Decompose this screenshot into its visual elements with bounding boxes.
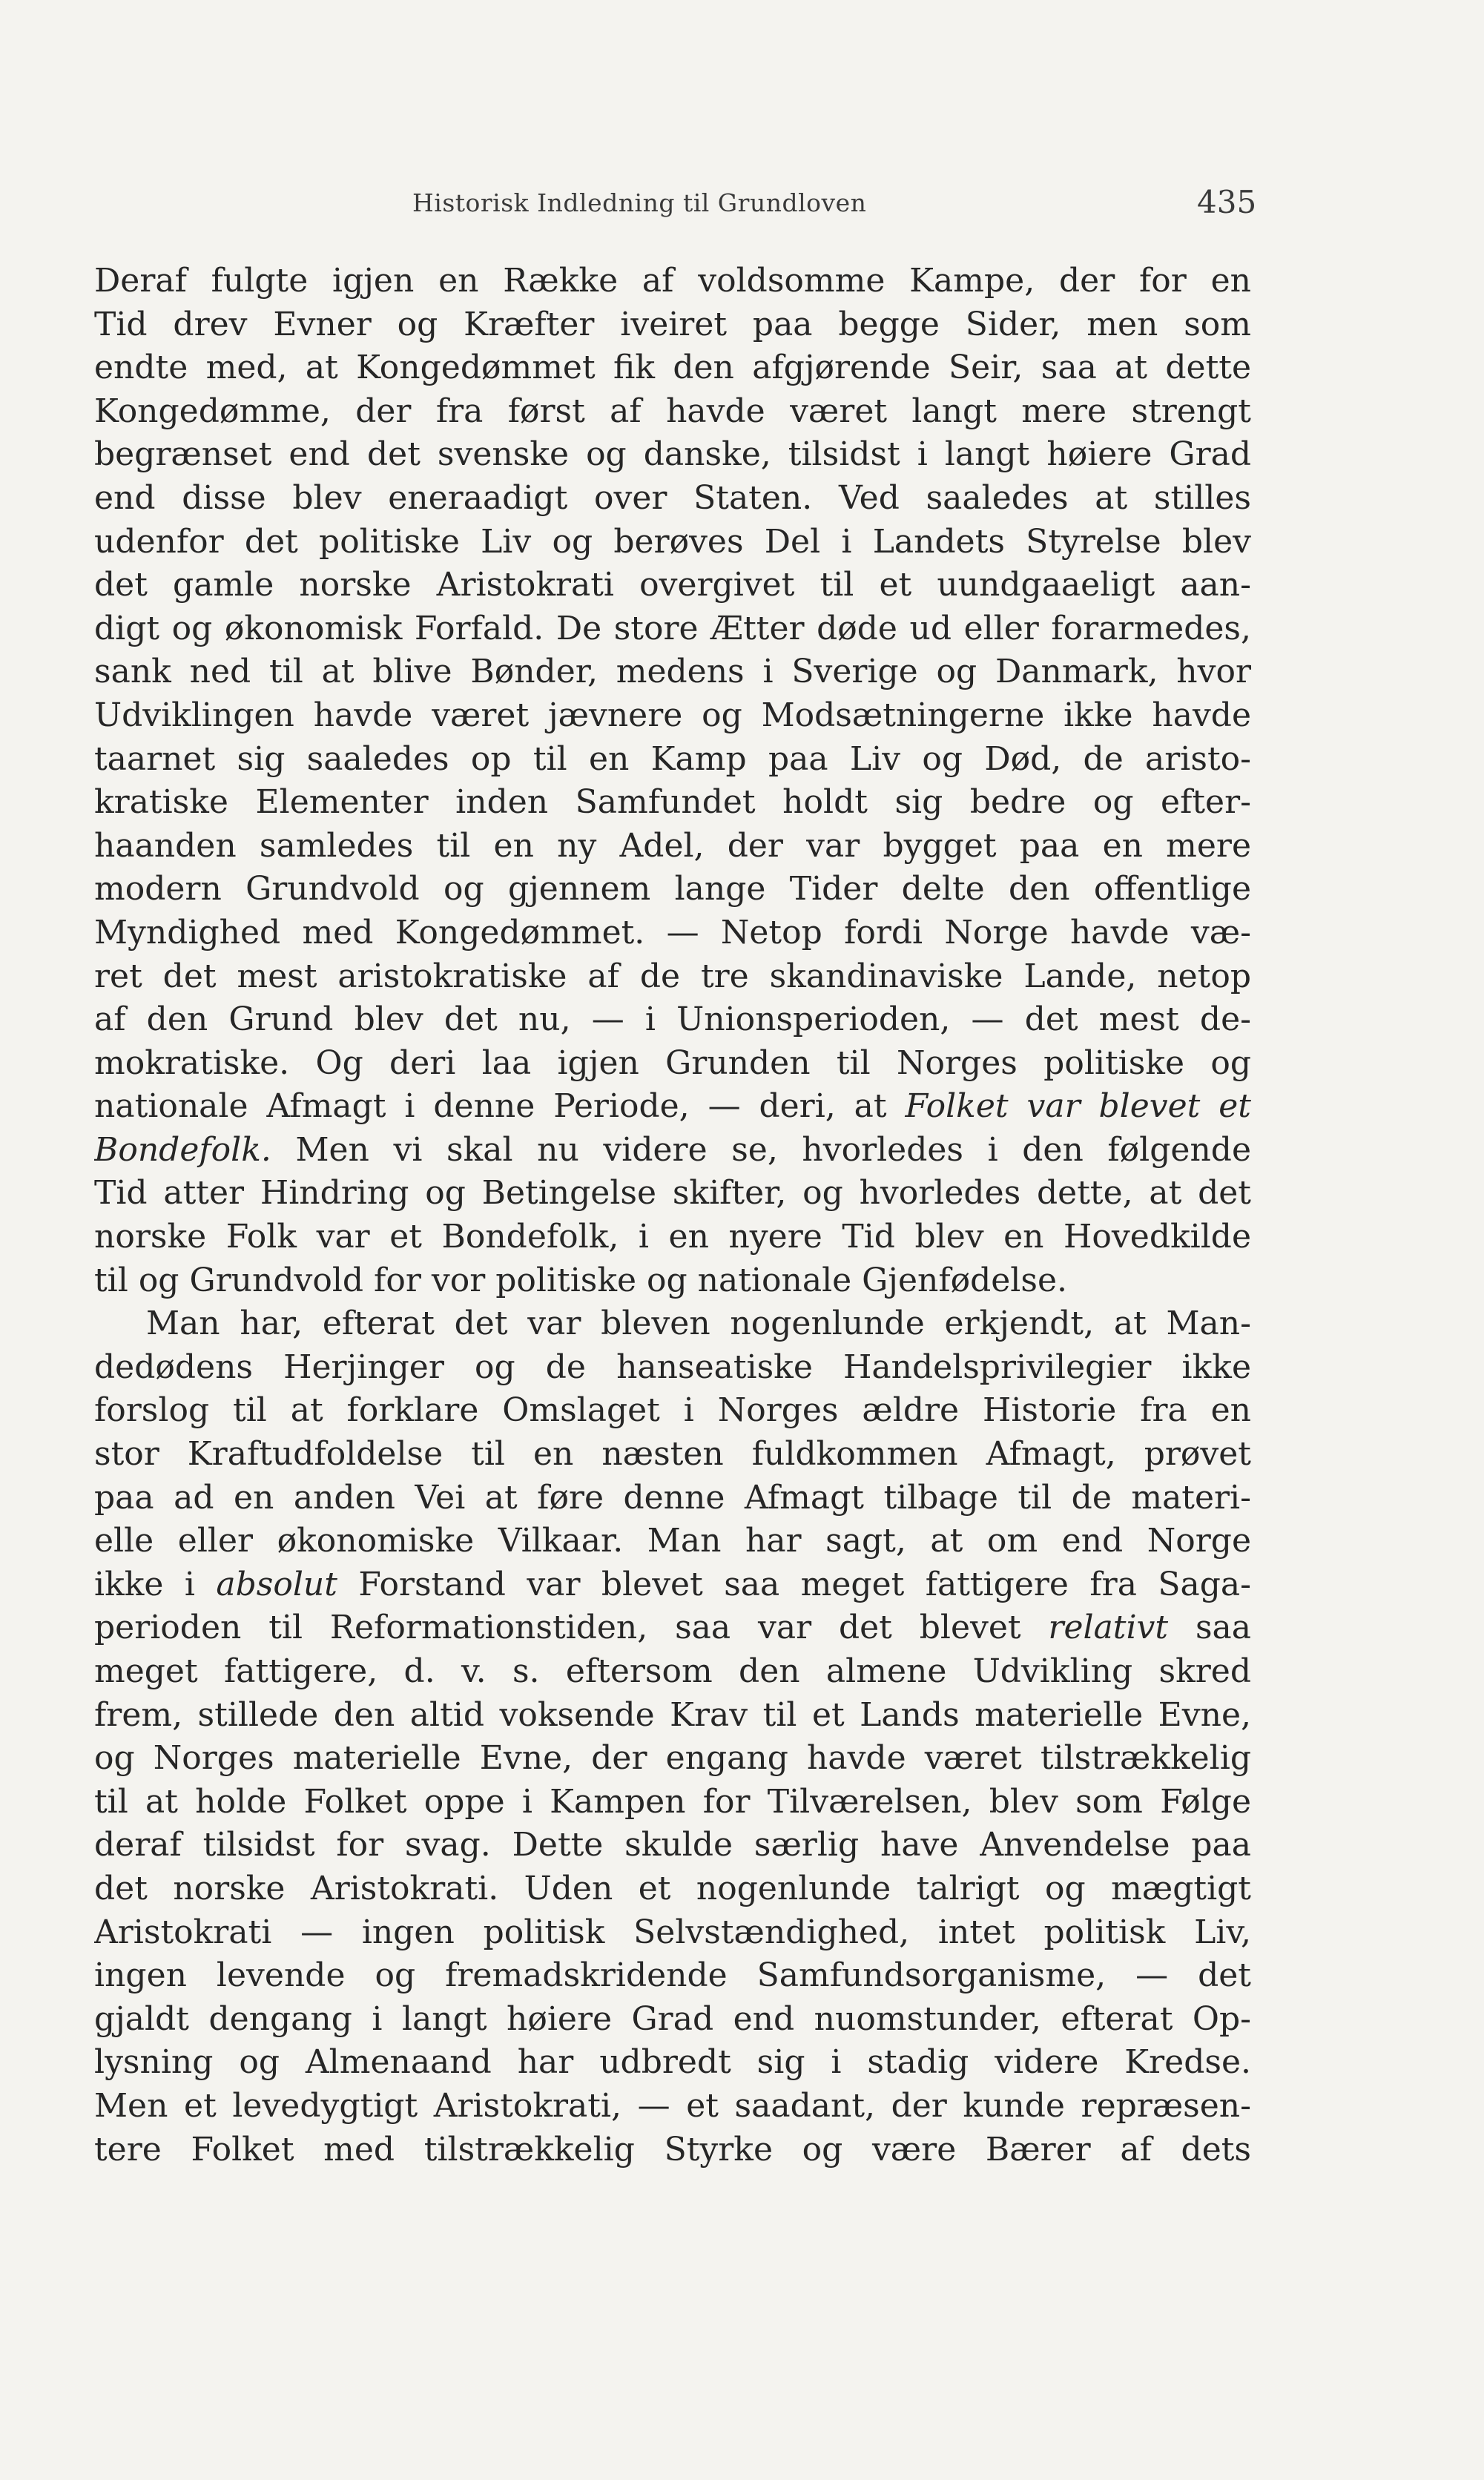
text-run: dedødens Herjinger og de hanseatiske Handelsprivilegier ikke [94,1348,1251,1386]
text-line [94,738,1251,782]
text-line [94,303,1251,347]
text-line [94,998,1251,1042]
text-run: Man har, efterat det var bleven nogenlunde erkjendt, at Man- [146,1305,1251,1343]
text-run: Myndighed med Kongedømmet. — Netop fordi Norge havde væ- [94,913,1251,952]
text-line [94,260,1251,303]
text-run: deraf tilsidst for svag. Dette skulde særlig have Anvendelse paa [94,1826,1251,1864]
text-line [94,2128,1251,2172]
text-run: det gamle norske Aristokrati overgivet til et uundgaaeligt aan- [94,566,1251,604]
text-run: nationale Afmagt i denne Periode, — deri, at [94,1087,906,1126]
text-line [94,1824,1251,1867]
text-run: ret det mest aristokratiske af de tre skandinaviske Lande, netop [94,957,1251,995]
running-title: Historisk Indledning til Grundloven [412,188,867,217]
text-line [94,2085,1251,2128]
text-line [94,1302,1251,1346]
text-run: Forstand var blevet saa meget fattigere fra Saga- [337,1565,1251,1603]
text-line [94,911,1251,955]
text-line [94,477,1251,521]
text-line [94,868,1251,911]
text-run: elle eller økonomiske Vilkaar. Man har sagt, at om end Norge [94,1522,1251,1560]
text-run: lysning og Almenaand har udbredt sig i stadig videre Kredse. [94,2043,1251,2082]
text-line [94,1477,1251,1520]
text-run: taarnet sig saaledes op til en Kamp paa Liv og Død, de aristo- [94,739,1251,778]
text-line [94,781,1251,825]
text-line [94,1259,1251,1303]
text-line [94,650,1251,694]
text-run: haanden samledes til en ny Adel, der var bygget paa en mere [94,826,1251,865]
text-line [94,1867,1251,1911]
text-run: forslog til at forklare Omslaget i Norges ældre Historie fra en [94,1391,1251,1430]
text-line [94,1129,1251,1173]
text-run: saa [1168,1609,1251,1647]
text-line [94,955,1251,999]
text-run: og Norges materielle Evne, der engang havde været tilstrækkelig [94,1739,1251,1778]
italic-text: absolut [216,1565,337,1603]
text-run: Kongedømme, der fra først af havde været langt mere strengt [94,392,1251,430]
text-run: Men et levedygtigt Aristokrati, — et saadant, der kunde repræsen- [94,2086,1251,2125]
text-run: sank ned til at blive Bønder, medens i Sverige og Danmark, hvor [94,653,1251,691]
text-line [94,1650,1251,1694]
text-run: gjaldt dengang i langt høiere Grad end nuomstunder, efterat Op- [94,1999,1251,2038]
text-line [94,1694,1251,1738]
text-run: til og Grundvold for vor politiske og nationale Gjenfødelse. [94,1261,1067,1299]
text-run: meget fattigere, d. v. s. eftersom den almene Udvikling skred [94,1652,1251,1690]
text-line [94,1520,1251,1563]
italic-text: Bondefolk. [94,1130,271,1169]
text-run: udenfor det politiske Liv og berøves Del i Landets Styrelse blev [94,522,1251,561]
text-line [94,694,1251,738]
text-line [94,1346,1251,1390]
text-run: Udviklingen havde været jævnere og Modsætningerne ikke havde [94,696,1251,734]
text-run: mokratiske. Og deri laa igjen Grunden til Norges politiske og [94,1043,1251,1082]
text-line [94,1389,1251,1433]
italic-text: Folket var blevet et [905,1087,1251,1126]
text-run: endte med, at Kongedømmet fik den afgjørende Seir, saa at dette [94,349,1251,387]
text-run: det norske Aristokrati. Uden et nogenlunde talrigt og mægtigt [94,1869,1251,1907]
text-run: tere Folket med tilstrækkelig Styrke og være Bærer af dets [94,2130,1251,2169]
text-run: perioden til Reformationstiden, saa var det blevet [94,1609,1049,1647]
text-run: paa ad en anden Vei at føre denne Afmagt tilbage til de materi- [94,1478,1251,1517]
text-line [94,1954,1251,1998]
text-run: begrænset end det svenske og danske, tilsidst i langt høiere Grad [94,435,1251,474]
text-line [94,1998,1251,2042]
text-line [94,2041,1251,2085]
page-header [412,184,1258,228]
body-text [94,260,1251,2171]
text-run: af den Grund blev det nu, — i Unionsperioden, — det mest de- [94,1000,1251,1039]
text-run: Tid drev Evner og Kræfter iveiret paa begge Sider, men som [94,305,1251,343]
text-line [94,564,1251,607]
text-run: til at holde Folket oppe i Kampen for Tilværelsen, blev som Følge [94,1782,1251,1821]
text-line [94,1606,1251,1650]
text-line [94,1172,1251,1216]
italic-text: relativt [1048,1609,1169,1647]
text-line [94,1911,1251,1955]
text-run: norske Folk var et Bondefolk, i en nyere Tid blev en Hovedkilde [94,1218,1251,1256]
text-line [94,1216,1251,1259]
text-line [94,433,1251,477]
text-run: digt og økonomisk Forfald. De store Ætter døde ud eller forarmedes, [94,609,1251,647]
page-number: 435 [1197,184,1257,220]
text-run: end disse blev eneraadigt over Staten. Ved saaledes at stilles [94,478,1251,517]
text-run: frem, stillede den altid voksende Krav til et Lands materielle Evne, [94,1695,1251,1734]
text-line [94,1563,1251,1607]
text-line [94,1433,1251,1477]
text-line [94,521,1251,564]
text-line [94,1042,1251,1086]
text-run: Deraf fulgte igjen en Række af voldsomme Kampe, der for en [94,262,1251,300]
text-run: ingen levende og fremadskridende Samfundsorganisme, — det [94,1956,1251,1995]
text-run: Men vi skal nu videre se, hvorledes i den følgende [271,1130,1251,1169]
text-run: ikke i [94,1565,217,1603]
text-run: kratiske Elementer inden Samfundet holdt sig bedre og efter- [94,783,1251,822]
text-run: modern Grundvold og gjennem lange Tider delte den offentlige [94,870,1251,908]
text-run: stor Kraftudfoldelse til en næsten fuldkommen Afmagt, prøvet [94,1435,1251,1474]
text-run: Tid atter Hindring og Betingelse skifter, og hvorledes dette, at det [94,1174,1251,1213]
text-line [94,346,1251,390]
text-line [94,1737,1251,1781]
text-run: Aristokrati — ingen politisk Selvstændighed, intet politisk Liv, [94,1913,1251,1951]
text-line [94,825,1251,868]
text-line [94,1085,1251,1129]
text-line [94,607,1251,651]
text-line [94,1781,1251,1824]
text-line [94,390,1251,434]
